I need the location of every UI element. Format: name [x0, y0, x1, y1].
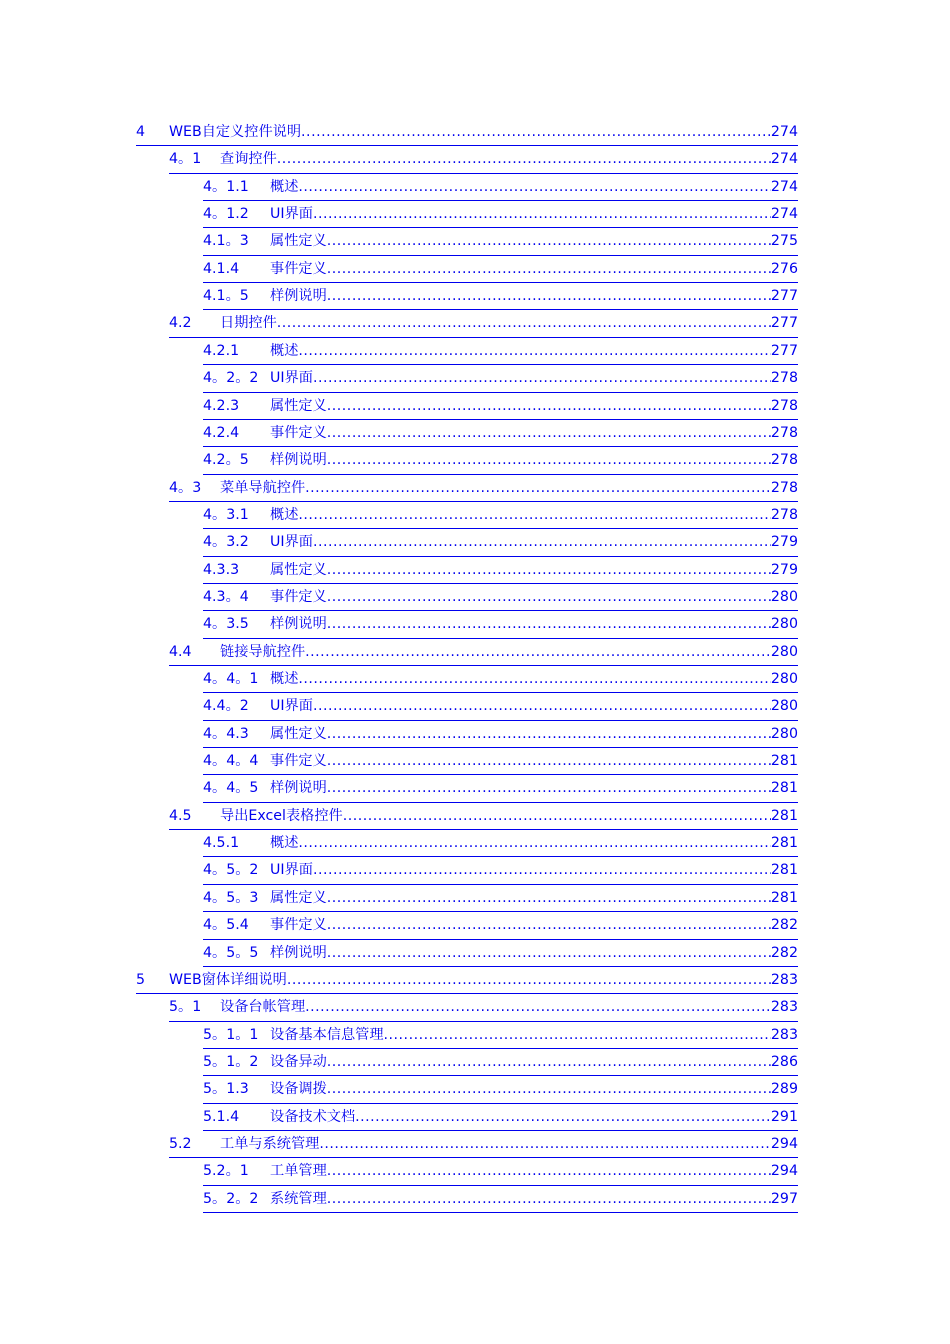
toc-entry[interactable] — [203, 1186, 798, 1213]
toc-entry[interactable] — [203, 857, 798, 884]
toc-entry[interactable] — [203, 447, 798, 474]
toc-entry-number: 4.1。3 — [203, 233, 249, 250]
toc-entry-title: 事件定义 — [270, 260, 327, 277]
toc-entry[interactable] — [203, 885, 798, 912]
toc-entry-page: 278 — [770, 370, 798, 387]
toc-entry-page: 291 — [770, 1108, 798, 1125]
toc-entry-page: 274 — [770, 124, 798, 140]
toc-entry-title: 属性定义 — [270, 725, 327, 742]
toc-entry-number: 4.2.3 — [203, 397, 240, 414]
toc-entry[interactable] — [203, 912, 798, 939]
toc-entry[interactable] — [203, 1049, 798, 1076]
toc-dot-leader — [298, 338, 771, 365]
toc-entry-title: 链接导航控件 — [220, 643, 306, 660]
toc-dot-leader — [327, 584, 771, 611]
toc-entry-number: 4.4 — [169, 643, 192, 660]
toc-entry-number: 4。1 — [169, 151, 202, 168]
toc-entry-number: 4.2.4 — [203, 424, 240, 441]
toc-entry-page: 286 — [770, 1053, 798, 1070]
toc-entry[interactable] — [203, 1076, 798, 1103]
toc-entry[interactable] — [203, 338, 798, 365]
toc-entry-page: 279 — [770, 561, 798, 578]
toc-entry-number: 4。5。3 — [203, 889, 259, 906]
toc-entry-page: 277 — [770, 342, 798, 359]
toc-dot-leader — [327, 721, 771, 748]
toc-entry[interactable] — [169, 639, 798, 666]
toc-entry-number: 5。1。1 — [203, 1026, 259, 1043]
toc-entry[interactable] — [203, 693, 798, 720]
toc-entry[interactable] — [203, 201, 798, 228]
toc-entry-title: 概述 — [270, 178, 299, 195]
toc-entry[interactable] — [169, 994, 798, 1021]
toc-entry-number: 4.3。4 — [203, 588, 249, 605]
toc-entry-number: 4。3.5 — [203, 616, 249, 633]
toc-entry-title: 设备异动 — [270, 1053, 327, 1070]
toc-entry-title: 属性定义 — [270, 889, 327, 906]
toc-dot-leader — [327, 228, 771, 255]
toc-entry-number: 5。1.3 — [203, 1081, 249, 1098]
toc-entry[interactable] — [203, 283, 798, 310]
toc-entry-title: WEB自定义控件说明 — [169, 124, 302, 140]
toc-entry-page: 280 — [770, 671, 798, 687]
toc-entry-page: 294 — [770, 1163, 798, 1180]
toc-dot-leader — [301, 119, 771, 146]
toc-entry[interactable] — [203, 557, 798, 584]
toc-entry-page: 277 — [770, 315, 798, 332]
toc-entry-title: 概述 — [270, 671, 299, 687]
toc-entry-title: 事件定义 — [270, 917, 327, 934]
toc-dot-leader — [327, 940, 771, 967]
toc-entry-title: 设备调拨 — [270, 1081, 327, 1098]
toc-dot-leader — [327, 775, 771, 802]
toc-dot-leader — [277, 146, 771, 173]
toc-entry[interactable] — [203, 502, 798, 529]
toc-entry[interactable] — [203, 228, 798, 255]
toc-entry-page: 274 — [770, 151, 798, 168]
toc-dot-leader — [305, 475, 771, 502]
toc-entry-title: 属性定义 — [270, 233, 327, 250]
toc-entry[interactable] — [203, 940, 798, 967]
toc-entry-page: 289 — [770, 1081, 798, 1098]
toc-entry-number: 4。1.1 — [203, 178, 249, 195]
toc-entry[interactable] — [203, 611, 798, 638]
toc-dot-leader — [327, 420, 771, 447]
toc-entry-number: 4。4。1 — [203, 671, 259, 687]
toc-entry-title: 样例说明 — [270, 452, 327, 469]
toc-entry-page: 283 — [770, 971, 798, 988]
toc-dot-leader — [327, 1076, 771, 1103]
toc-entry-title: UI界面 — [270, 698, 313, 715]
toc-entry-title: UI界面 — [270, 370, 313, 387]
toc-entry-number: 5。1。2 — [203, 1053, 259, 1070]
toc-entry-page: 281 — [770, 807, 798, 824]
toc-entry-title: 导出Excel表格控件 — [220, 807, 343, 824]
toc-entry-number: 4.1.4 — [203, 260, 240, 277]
toc-entry[interactable] — [203, 748, 798, 775]
toc-entry-number: 4.5 — [169, 807, 192, 824]
toc-entry-title: 设备基本信息管理 — [270, 1026, 384, 1043]
toc-entry-title: 事件定义 — [270, 753, 327, 770]
toc-entry-number: 5 — [136, 971, 146, 988]
toc-entry-number: 4。1.2 — [203, 206, 249, 223]
toc-dot-leader — [305, 994, 771, 1021]
toc-entry-number: 4。2。2 — [203, 370, 259, 387]
toc-entry-title: 系统管理 — [270, 1190, 327, 1207]
toc-entry-number: 5。2。2 — [203, 1190, 259, 1207]
toc-entry-title: 样例说明 — [270, 944, 327, 961]
toc-entry[interactable] — [203, 174, 798, 201]
toc-entry[interactable] — [203, 830, 798, 857]
toc-entry-number: 4.1。5 — [203, 288, 249, 305]
toc-dot-leader — [327, 256, 771, 283]
toc-entry-number: 4。4.3 — [203, 725, 249, 742]
toc-dot-leader — [287, 967, 771, 994]
toc-entry-title: 事件定义 — [270, 588, 327, 605]
toc-entry-page: 297 — [770, 1190, 798, 1207]
toc-dot-leader — [327, 885, 771, 912]
toc-entry-page: 274 — [770, 178, 798, 195]
toc-entry-title: UI界面 — [270, 206, 313, 223]
toc-entry-number: 4.3.3 — [203, 561, 240, 578]
toc-dot-leader — [327, 1049, 771, 1076]
toc-entry[interactable] — [203, 666, 798, 693]
toc-entry-page: 283 — [770, 1026, 798, 1043]
toc-entry[interactable] — [203, 529, 798, 556]
toc-entry-number: 5.1.4 — [203, 1108, 240, 1125]
toc-entry[interactable] — [203, 775, 798, 802]
toc-entry-page: 278 — [770, 424, 798, 441]
toc-entry-page: 277 — [770, 288, 798, 305]
toc-dot-leader — [327, 611, 771, 638]
toc-entry-number: 4.2 — [169, 315, 192, 332]
toc-entry-title: 工单与系统管理 — [220, 1135, 320, 1152]
toc-entry-title: 样例说明 — [270, 616, 327, 633]
toc-dot-leader — [313, 365, 771, 392]
toc-entry-number: 5.2 — [169, 1135, 192, 1152]
toc-dot-leader — [384, 1022, 771, 1049]
toc-entry-title: 属性定义 — [270, 561, 327, 578]
toc-entry-number: 4。3 — [169, 479, 202, 496]
toc-dot-leader — [327, 557, 771, 584]
toc-entry[interactable] — [169, 803, 798, 830]
toc-entry-page: 294 — [770, 1135, 798, 1152]
toc-entry[interactable] — [169, 1131, 798, 1158]
toc-entry[interactable] — [136, 967, 798, 994]
toc-entry[interactable] — [203, 584, 798, 611]
toc-dot-leader — [305, 639, 771, 666]
toc-dot-leader — [298, 502, 771, 529]
toc-dot-leader — [319, 1131, 771, 1158]
toc-entry-number: 4。5。2 — [203, 862, 259, 879]
toc-entry-page: 281 — [770, 862, 798, 879]
toc-entry-page: 281 — [770, 780, 798, 797]
toc-entry-title: 概述 — [270, 835, 299, 852]
toc-entry-number: 5。1 — [169, 999, 202, 1016]
toc-dot-leader — [298, 830, 771, 857]
toc-dot-leader — [343, 803, 771, 830]
toc-entry-number: 4。3.1 — [203, 506, 249, 523]
toc-entry-page: 278 — [770, 452, 798, 469]
toc-entry-title: UI界面 — [270, 534, 313, 551]
toc-dot-leader — [313, 693, 771, 720]
toc-entry-page: 281 — [770, 835, 798, 852]
toc-entry-number: 4.2。5 — [203, 452, 249, 469]
toc-entry-title: 工单管理 — [270, 1163, 327, 1180]
toc-entry[interactable] — [203, 393, 798, 420]
toc-entry[interactable] — [203, 256, 798, 283]
toc-entry-number: 4.4。2 — [203, 698, 249, 715]
toc-entry-title: WEB窗体详细说明 — [169, 971, 287, 988]
toc-dot-leader — [327, 748, 771, 775]
toc-entry-page: 279 — [770, 534, 798, 551]
toc-entry[interactable] — [169, 310, 798, 337]
toc-entry-title: 样例说明 — [270, 288, 327, 305]
toc-entry-title: 菜单导航控件 — [220, 479, 306, 496]
toc-entry-number: 4。5。5 — [203, 944, 259, 961]
toc-entry-number: 4 — [136, 124, 146, 140]
toc-dot-leader — [327, 912, 771, 939]
toc-dot-leader — [298, 666, 771, 693]
toc-dot-leader — [327, 447, 771, 474]
toc-entry-page: 281 — [770, 753, 798, 770]
toc-entry-number: 4。5.4 — [203, 917, 249, 934]
toc-dot-leader — [327, 1158, 771, 1185]
toc-entry-number: 4。3.2 — [203, 534, 249, 551]
toc-dot-leader — [277, 310, 771, 337]
toc-dot-leader — [355, 1104, 771, 1131]
toc-entry-number: 4。4。4 — [203, 753, 259, 770]
toc-entry-number: 4.5.1 — [203, 835, 240, 852]
toc-entry[interactable] — [169, 475, 798, 502]
toc-entry-page: 280 — [770, 725, 798, 742]
toc-dot-leader — [327, 283, 771, 310]
toc-entry-title: 查询控件 — [220, 151, 277, 168]
toc-entry-title: 样例说明 — [270, 780, 327, 797]
toc-entry-page: 278 — [770, 479, 798, 496]
toc-dot-leader — [313, 857, 771, 884]
toc-entry-page: 274 — [770, 206, 798, 223]
toc-entry-page: 275 — [770, 233, 798, 250]
toc-entry[interactable] — [203, 365, 798, 392]
toc-entry-title: 概述 — [270, 506, 299, 523]
toc-dot-leader — [327, 393, 771, 420]
toc-entry-title: UI界面 — [270, 862, 313, 879]
toc-entry[interactable] — [203, 1022, 798, 1049]
toc-entry-page: 276 — [770, 260, 798, 277]
toc-entry-page: 283 — [770, 999, 798, 1016]
toc-entry-number: 4。4。5 — [203, 780, 259, 797]
toc-entry-title: 概述 — [270, 342, 299, 359]
toc-entry-number: 5.2。1 — [203, 1163, 249, 1180]
toc-entry-number: 4.2.1 — [203, 342, 240, 359]
toc-entry[interactable] — [203, 1158, 798, 1185]
toc-entry-title: 事件定义 — [270, 424, 327, 441]
toc-entry-page: 280 — [770, 616, 798, 633]
toc-entry[interactable] — [203, 721, 798, 748]
toc-entry[interactable] — [136, 119, 798, 146]
toc-entry-title: 日期控件 — [220, 315, 277, 332]
toc-entry[interactable] — [169, 146, 798, 173]
toc-entry-title: 设备台帐管理 — [220, 999, 306, 1016]
toc-entry[interactable] — [203, 1104, 798, 1131]
toc-entry-page: 280 — [770, 643, 798, 660]
toc-entry-page: 281 — [770, 889, 798, 906]
toc-entry-page: 278 — [770, 506, 798, 523]
toc-entry-page: 280 — [770, 698, 798, 715]
toc-entry[interactable] — [203, 420, 798, 447]
toc-entry-page: 282 — [770, 917, 798, 934]
toc-dot-leader — [327, 1186, 771, 1213]
toc-dot-leader — [298, 174, 771, 201]
toc-entry-page: 282 — [770, 944, 798, 961]
toc-dot-leader — [313, 529, 771, 556]
toc-entry-title: 属性定义 — [270, 397, 327, 414]
toc-entry-page: 280 — [770, 588, 798, 605]
toc-entry-title: 设备技术文档 — [270, 1108, 356, 1125]
toc-dot-leader — [313, 201, 771, 228]
toc-entry-page: 278 — [770, 397, 798, 414]
